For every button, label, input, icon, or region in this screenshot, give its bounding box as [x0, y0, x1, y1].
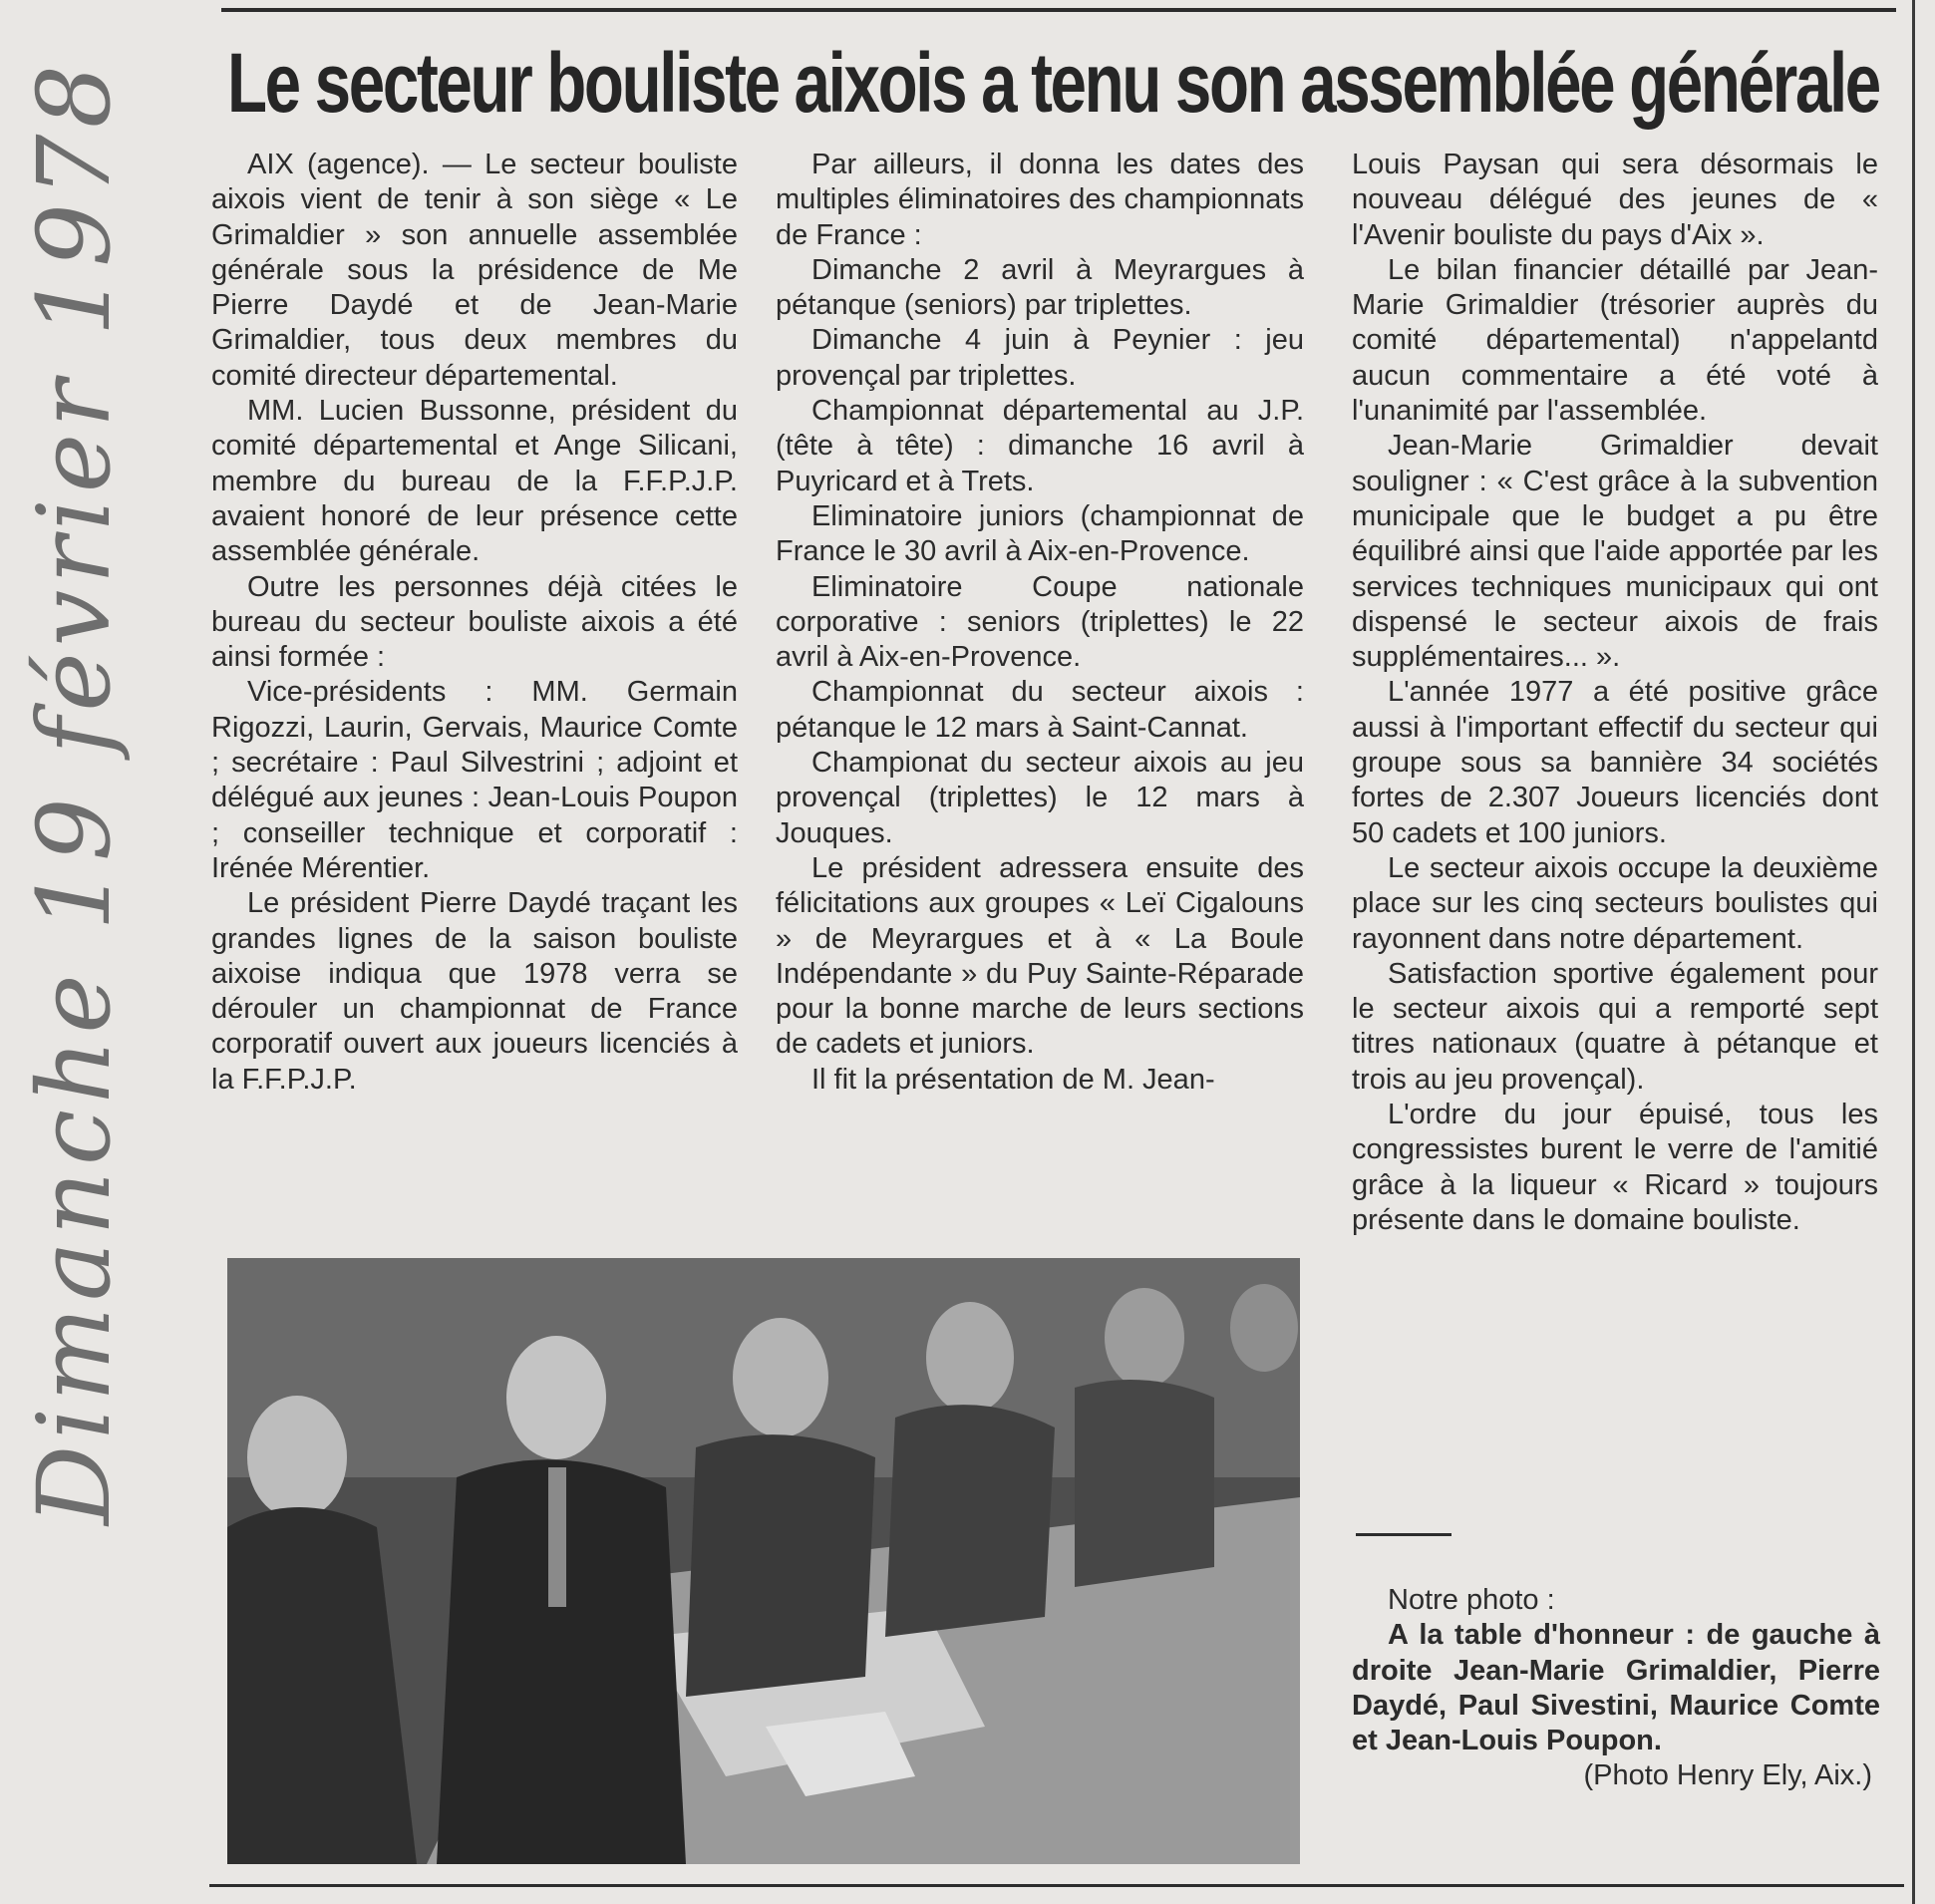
headline: Le secteur bouliste aixois a tenu son assemblée générale [227, 36, 1879, 130]
paragraph: Outre les personnes déjà citées le bureau du secteur bouliste aixois a été ainsi formée : [211, 570, 738, 674]
paragraph: Il fit la présentation de M. Jean- [811, 1063, 1215, 1096]
paragraph: MM. Lucien Bussonne, président du comité départemental et Ange Silicani, membre du bureau de la F.F.P.J.P. avaient honoré de leur présence cette assemblée générale. [211, 395, 738, 568]
paragraph: Satisfaction sportive également pour le secteur aixois qui a remporté sept titres nationaux (quatre à pétanque et trois au jeu provençal). [1352, 957, 1878, 1096]
paragraph: L'ordre du jour épuisé, tous les congressistes burent le verre de l'amitié grâce à la liqueur « Ricard » toujours présente dans le domaine bouliste. [1352, 1099, 1878, 1236]
paragraph: Eliminatoire juniors (championnat de France le 30 avril à Aix-en-Provence. [776, 499, 1304, 568]
paragraph: Vice-présidents : MM. Germain Rigozzi, Laurin, Gervais, Maurice Comte ; secrétaire : Paul Silvestrini ; adjoint et délégué aux jeunes : Jean-Louis Poupon ; conseiller technique et corporatif : Irénée Mérentier. [211, 676, 738, 884]
caption-lead: Notre photo : [1388, 1584, 1555, 1616]
bottom-rule [209, 1884, 1904, 1887]
article-column-2 [776, 148, 1304, 1098]
paragraph: Championnat du secteur aixois : pétanque le 12 mars à Saint-Cannat. [776, 676, 1304, 744]
paragraph: Championnat départemental au J.P. (tête à tête) : dimanche 16 avril à Puyricard et à Trets. [776, 395, 1304, 497]
paragraph: Le secteur aixois occupe la deuxième place sur les cinq secteurs boulistes qui rayonnent dans notre département. [1352, 851, 1878, 955]
handwritten-date: Dimanche 19 février 1978 [16, 58, 133, 1525]
paragraph: Par ailleurs, il donna les dates des multiples éliminatoires des championnats de France : [776, 149, 1304, 251]
paragraph: Louis Paysan qui sera désormais le nouveau délégué des jeunes de « l'Avenir bouliste du pays d'Aix ». [1352, 149, 1878, 251]
paragraph: Eliminatoire Coupe nationale corporative : seniors (triplettes) le 22 avril à Aix-en-Provence. [776, 570, 1304, 674]
paragraph: AIX (agence). — Le secteur bouliste aixois vient de tenir à son siège « Le Grimaldier » son annuelle assemblée générale sous la présidence de Me Pierre Daydé et de Jean-Marie Grimaldier, tous deux membres du comité directeur départemental. [211, 149, 738, 392]
top-rule [221, 8, 1896, 12]
paragraph: Le bilan financier détaillé par Jean-Marie Grimaldier (trésorier auprès du comité départemental) n'appelantd aucun commentaire a été voté à l'unanimité par l'assemblée. [1352, 253, 1878, 428]
paragraph: Le président Pierre Daydé traçant les grandes lignes de la saison bouliste aixoise indiqua que 1978 verra se dérouler un championnat de France corporatif ouvert aux joueurs licenciés à la F.F.P.J.P. [211, 887, 738, 1096]
caption-separator [1356, 1533, 1451, 1536]
paragraph: Dimanche 4 juin à Peynier : jeu provençal par triplettes. [776, 324, 1304, 392]
clipping-edge [1912, 0, 1915, 1904]
news-photo [227, 1258, 1300, 1864]
paragraph: L'année 1977 a été positive grâce aussi à l'important effectif du secteur qui groupe sous sa bannière 34 sociétés fortes de 2.307 Joueurs licenciés dont 50 cadets et 100 juniors. [1352, 676, 1878, 849]
photo-credit: (Photo Henry Ely, Aix.) [1583, 1759, 1872, 1792]
article-column-3 [1352, 148, 1878, 1238]
photo-caption [1352, 1583, 1880, 1794]
photo-table-of-honour [227, 1258, 1300, 1864]
article-column-1 [211, 148, 738, 1098]
paragraph: Dimanche 2 avril à Meyrargues à pétanque (seniors) par triplettes. [776, 253, 1304, 322]
paragraph: Le président adressera ensuite des félicitations aux groupes « Leï Cigalouns » de Meyrargues et à « La Boule Indépendante » du Puy Sainte-Réparade pour la bonne marche de leurs sections de cadets et juniors. [776, 851, 1304, 1061]
paragraph: Championat du secteur aixois au jeu provençal (triplettes) le 12 mars à Jouques. [776, 747, 1304, 849]
paragraph: Jean-Marie Grimaldier devait souligner : « C'est grâce à la subvention municipale que le budget a pu être équilibré ainsi que l'aide apportée par les services techniques municipaux qui ont dispensé le secteur aixois de frais supplémentaires... ». [1352, 430, 1878, 674]
caption-text: A la table d'honneur : de gauche à droite Jean-Marie Grimaldier, Pierre Daydé, Paul Sivestini, Maurice Comte et Jean-Louis Poupon. [1352, 1619, 1880, 1757]
